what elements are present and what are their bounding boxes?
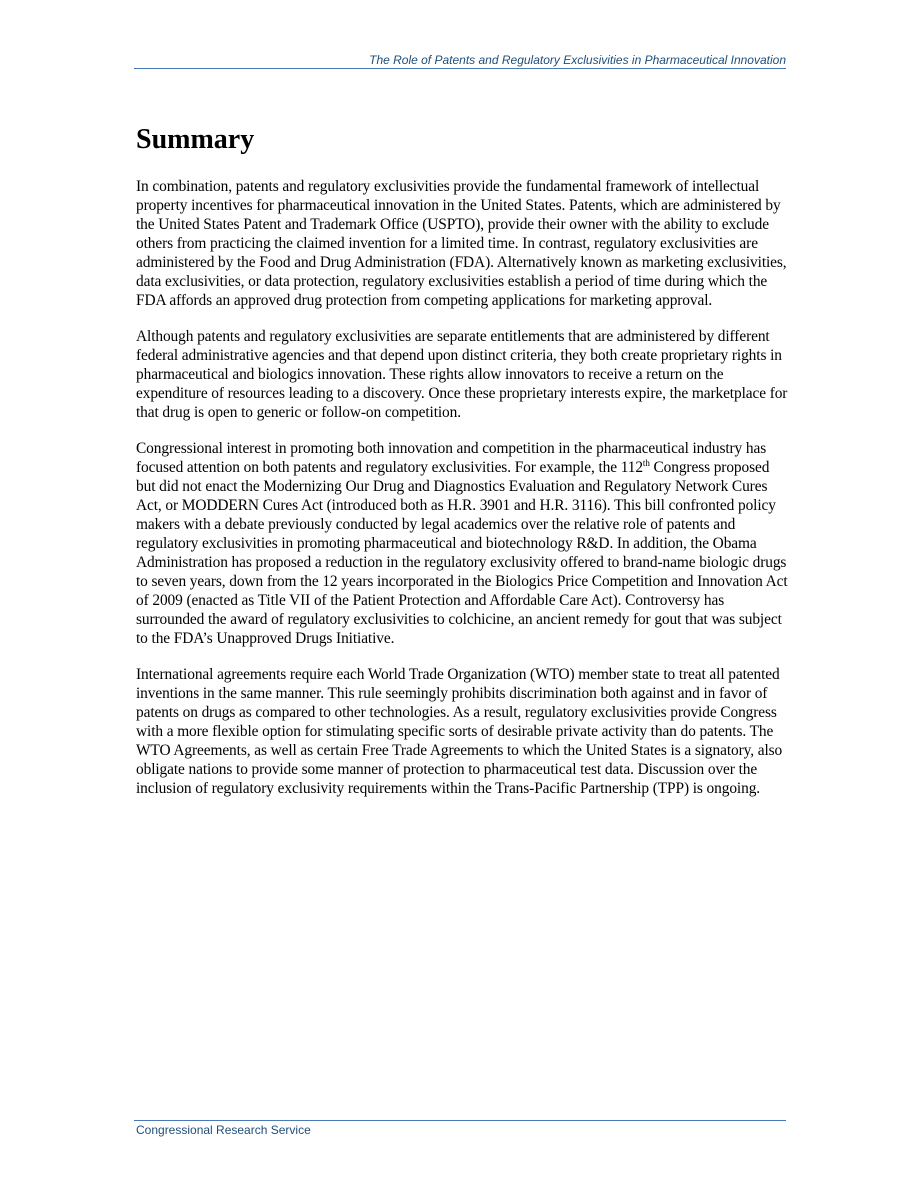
paragraph-3-text-start: Congressional interest in promoting both innovation and competition in the pharmaceutical industry has focused attention on both patents and regulatory exclusivities. For example, the 112 bbox=[136, 440, 767, 476]
paragraph-4: International agreements require each World Trade Organization (WTO) member state to treat all patented inventions in the same manner. This rule seemingly prohibits discrimination both against and in favor of patents on drugs as compared to other technologies. As a result, regulatory exclusivities provide Congress with a more flexible option for stimulating specific sorts of desirable private activity than do patents. The WTO Agreements, as well as certain Free Trade Agreements to which the United States is a signatory, also obligate nations to provide some manner of protection to pharmaceutical test data. Discussion over the inclusion of regulatory exclusivity requirements within the Trans-Pacific Partnership (TPP) is ongoing. bbox=[136, 666, 783, 797]
paragraph-3-text-end: Congress proposed but did not enact the Modernizing Our Drug and Diagnostics Evaluation and Regulatory Network Cures Act, or MODDERN Cures Act (introduced both as H.R. 3901 and H.R. 3116). This bill confronted policy makers with a debate previously conducted by legal academics over the relative role of patents and regulatory exclusivities in promoting pharmaceutical and biotechnology R&D. In addition, the Obama Administration has proposed a reduction in the regulatory exclusivity offered to brand-name biologic drugs to seven years, down from the 12 years incorporated in the Biologics Price Competition and Innovation Act of 2009 (enacted as Title VII of the Patient Protection and Affordable Care Act). Controversy has surrounded the award of regulatory exclusivities to colchicine, an ancient remedy for gout that was subject to the FDA’s Unapproved Drugs Initiative. bbox=[136, 459, 788, 647]
paragraph-1: In combination, patents and regulatory exclusivities provide the fundamental framework of intellectual property incentives for pharmaceutical innovation in the United States. Patents, which are administered by the United States Patent and Trademark Office (USPTO), provide their owner with the ability to exclude others from practicing the claimed invention for a limited time. In contrast, regulatory exclusivities are administered by the Food and Drug Administration (FDA). Alternatively known as marketing exclusivities, data exclusivities, or data protection, regulatory exclusivities establish a period of time during which the FDA affords an approved drug protection from competing applications for marketing approval. bbox=[136, 178, 787, 309]
ordinal-superscript: th bbox=[642, 458, 650, 468]
summary-body bbox=[136, 177, 788, 815]
header-divider bbox=[134, 68, 786, 69]
paragraph-3 bbox=[136, 439, 788, 648]
paragraph-2: Although patents and regulatory exclusivities are separate entitlements that are administered by different federal administrative agencies and that depend upon distinct criteria, they both create proprietary rights in pharmaceutical and biologics innovation. These rights allow innovators to receive a return on the expenditure of resources leading to a discovery. Once these proprietary interests expire, the marketplace for that drug is open to generic or follow-on competition. bbox=[136, 328, 788, 421]
footer-divider bbox=[134, 1120, 786, 1121]
page-title: Summary bbox=[136, 124, 255, 155]
running-header: The Role of Patents and Regulatory Exclusivities in Pharmaceutical Innovation bbox=[369, 53, 786, 67]
footer-source: Congressional Research Service bbox=[136, 1123, 311, 1137]
